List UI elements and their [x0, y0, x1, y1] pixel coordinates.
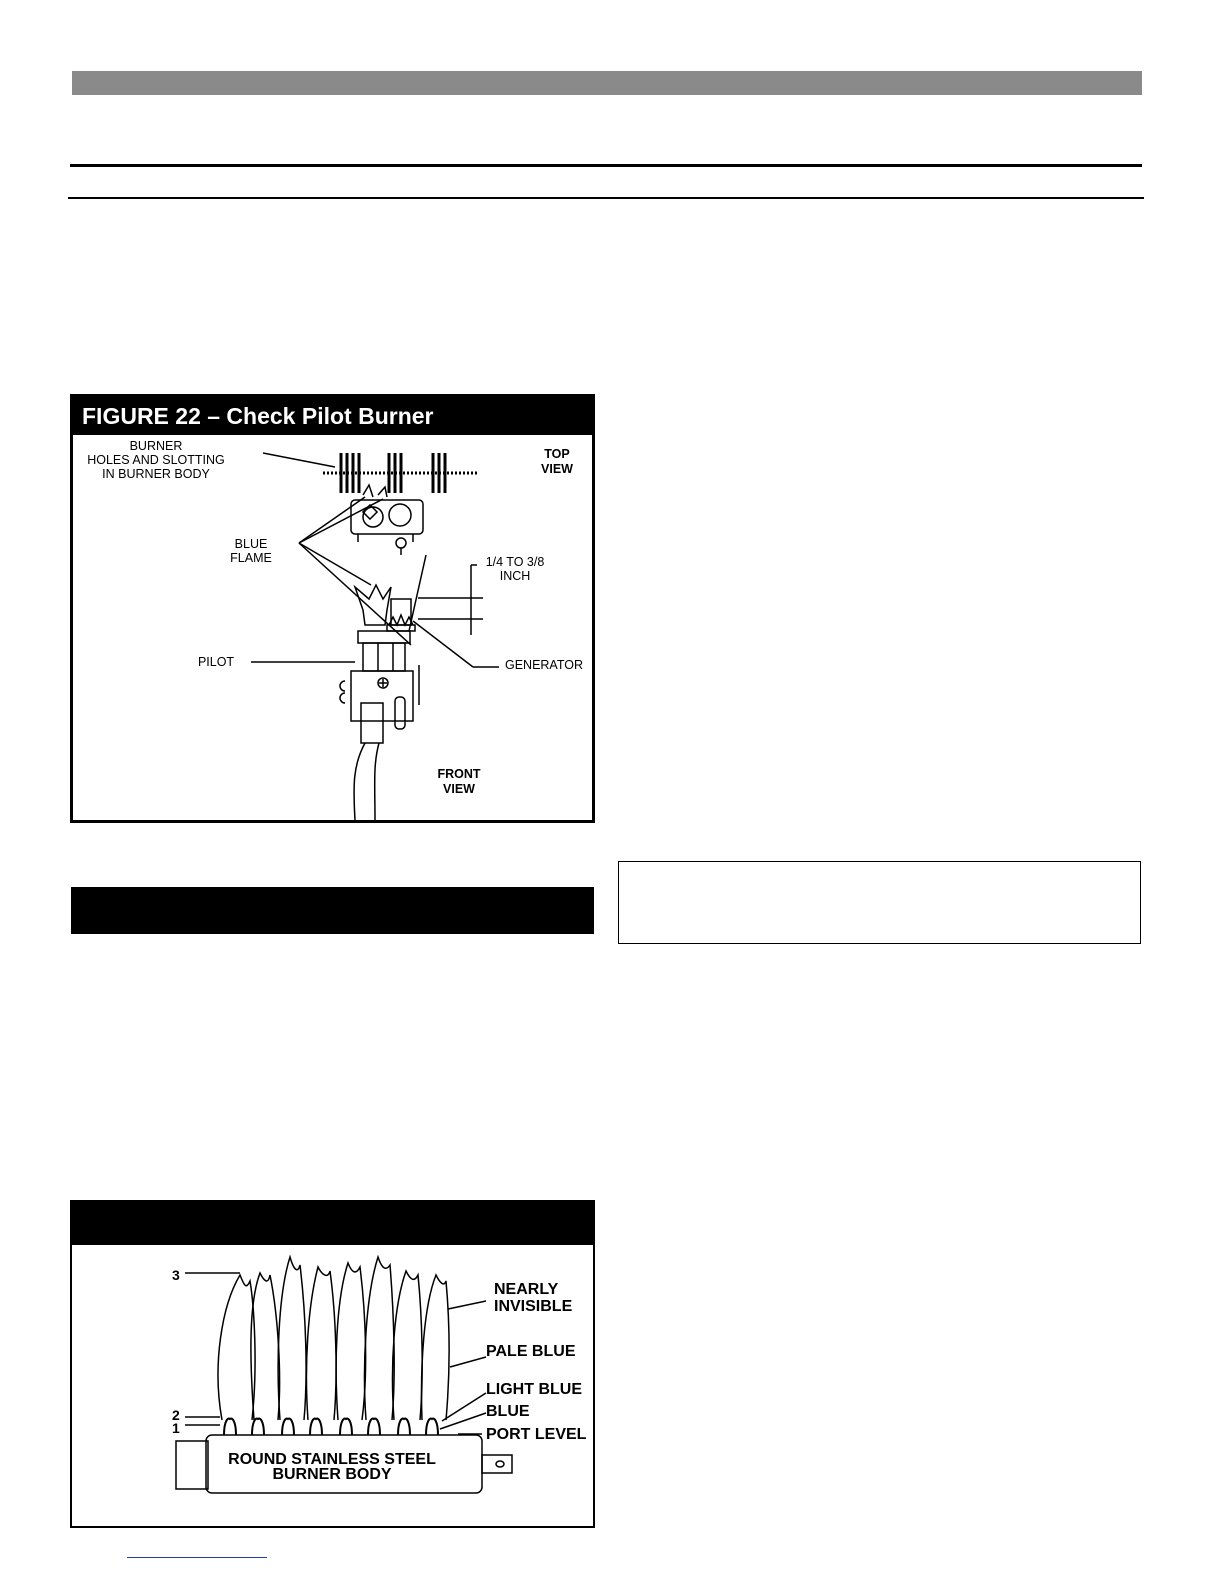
label-num-2: 2 — [172, 1407, 180, 1423]
label-top-view-1: TOP — [544, 447, 570, 461]
label-pale-blue: PALE BLUE — [486, 1343, 576, 1360]
label-blue-flame-1: BLUE — [234, 537, 268, 551]
label-blue: BLUE — [486, 1403, 530, 1420]
label-body-2: BURNER BODY — [272, 1466, 392, 1483]
label-generator: GENERATOR — [504, 658, 584, 672]
label-port-level: PORT LEVEL — [486, 1426, 587, 1443]
note-box — [618, 861, 1141, 944]
figure-23-header-bar — [72, 1202, 593, 1245]
label-burner-1: BURNER — [129, 439, 183, 453]
label-dimension-2: INCH — [499, 569, 531, 583]
figure-22-diagram — [73, 435, 592, 820]
figure-22-check-pilot-burner — [70, 394, 595, 823]
flame-outlines — [218, 1257, 449, 1420]
label-burner-2: HOLES AND SLOTTING — [87, 453, 225, 467]
label-top-view-2: VIEW — [541, 462, 573, 476]
header-rule-top — [70, 164, 1142, 167]
pilot-front-view — [340, 585, 419, 820]
footer-link-underline[interactable] — [127, 1557, 267, 1558]
label-blue-flame-2: FLAME — [230, 551, 272, 565]
figure-23-diagram — [72, 1245, 593, 1526]
burner-inlet — [482, 1455, 512, 1473]
figure-23-burner-flame — [70, 1200, 595, 1528]
label-burner-3: IN BURNER BODY — [102, 467, 210, 481]
label-nearly-1: NEARLY — [494, 1281, 559, 1298]
label-front-view-1: FRONT — [437, 767, 481, 781]
label-light-blue: LIGHT BLUE — [486, 1381, 582, 1398]
label-num-1: 1 — [172, 1420, 180, 1436]
label-body-1: ROUND STAINLESS STEEL — [228, 1451, 436, 1468]
label-dimension-1: 1/4 TO 3/8 — [485, 555, 545, 569]
figure-22-title: FIGURE 22 – Check Pilot Burner — [73, 397, 592, 435]
label-pilot: PILOT — [197, 655, 235, 669]
pilot-top-view — [351, 485, 423, 555]
burner-end-cap — [176, 1441, 208, 1489]
header-rule-bottom — [68, 197, 1144, 199]
section-heading-bar — [71, 887, 594, 934]
label-nearly-2: INVISIBLE — [494, 1298, 573, 1315]
inner-cones — [224, 1419, 438, 1435]
header-gray-bar — [72, 71, 1142, 95]
label-num-3: 3 — [172, 1267, 180, 1283]
label-front-view-2: VIEW — [443, 782, 475, 796]
